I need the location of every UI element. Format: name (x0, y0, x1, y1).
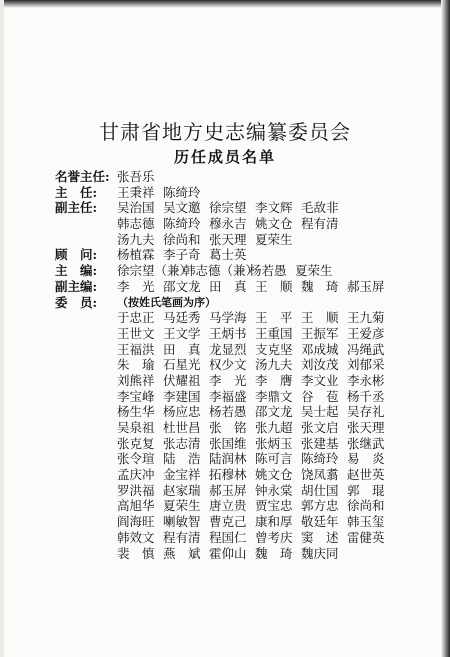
person-name: 程有清 (301, 216, 339, 232)
person-name: 杨植霖 (117, 247, 155, 263)
person-name: 张吾乐 (117, 169, 155, 184)
member-name: 王九菊 (347, 310, 385, 326)
member-name: 张文启 (301, 420, 339, 435)
role-label: 副主编: (55, 278, 98, 294)
person-name: 田 真 (209, 278, 247, 294)
member-name: 魏 琦 (255, 545, 293, 561)
member-name: 李 膺 (255, 372, 293, 388)
member-row (55, 436, 445, 452)
person-name: 韩志德（兼） (183, 263, 259, 279)
member-name: 权少文 (209, 357, 247, 373)
role-label (55, 216, 117, 232)
person-name: 毛敌非 (301, 200, 339, 216)
order-note: （按姓氏笔画为序） (117, 295, 216, 309)
role-label: 委 员: (55, 294, 98, 310)
member-name: 张克复 (117, 435, 155, 451)
role-label: 主 任: (55, 184, 98, 200)
member-name: 夏荣生 (163, 498, 201, 514)
member-name: 刘熊祥 (117, 372, 155, 388)
member-name: 王炳书 (209, 325, 247, 341)
scan-left-edge (0, 0, 4, 657)
roster-roles (55, 169, 445, 310)
name-line (117, 169, 163, 185)
member-name: 杨生华 (117, 404, 155, 420)
member-name: 李文业 (301, 372, 339, 388)
member-name: 雷健英 (347, 529, 385, 545)
role-label: 顾 问: (55, 247, 98, 263)
member-name: 王 平 (255, 310, 293, 326)
role-label (55, 232, 117, 248)
member-name: 郭 琨 (347, 482, 385, 498)
roster-row (55, 200, 445, 216)
person-name: 李文辉 (255, 200, 293, 216)
member-row (55, 357, 445, 373)
member-name: 陈绮玲 (301, 451, 339, 467)
person-name: 葛士英 (209, 247, 247, 263)
name-line (117, 247, 255, 263)
name-line (117, 200, 347, 216)
scan-top-edge (0, 0, 450, 8)
member-name: 邵文龙 (255, 404, 293, 420)
member-name: 敬廷年 (301, 514, 339, 530)
member-name: 杨千丞 (347, 388, 385, 404)
page-subtitle: 历任成员名单 (173, 148, 276, 166)
roster-row (55, 169, 445, 185)
person-name: 穆永吉 (209, 216, 247, 232)
person-name: 邵文龙 (163, 278, 201, 294)
member-name: 马廷秀 (163, 310, 201, 326)
member-name: 魏庆同 (301, 545, 339, 561)
member-name: 吴泉祖 (117, 420, 155, 435)
member-name: 李宝峰 (117, 388, 155, 404)
member-name: 曹克己 (209, 514, 247, 530)
role-label: 名誉主任: (55, 169, 110, 184)
member-name: 韩效文 (117, 529, 155, 545)
member-name: 田 真 (163, 341, 201, 357)
member-row (55, 326, 445, 342)
member-name: 王 顺 (301, 310, 339, 326)
member-name: 喇敏智 (163, 514, 201, 530)
member-name: 姚文仓 (255, 467, 293, 483)
member-name: 陆润林 (209, 451, 247, 467)
person-name: 杨若愚 (249, 263, 287, 279)
name-line (117, 185, 209, 201)
member-name: 王振军 (301, 325, 339, 341)
member-name: 冯绳武 (347, 341, 385, 357)
member-name: 张 铭 (209, 420, 247, 435)
member-name: 张天理 (347, 420, 385, 435)
member-name: 刘汝茂 (301, 357, 339, 373)
name-line (117, 216, 347, 232)
member-row (55, 530, 445, 546)
role-label: 副主任: (55, 200, 98, 216)
member-name: 赵家瑞 (163, 482, 201, 498)
member-name: 窦 述 (301, 529, 339, 545)
member-name: 韩玉玺 (347, 514, 385, 530)
member-name: 汤九夫 (255, 357, 293, 373)
name-line (117, 279, 393, 295)
roster-row (55, 232, 445, 248)
member-name: 李建国 (163, 388, 201, 404)
member-name: 王福洪 (117, 341, 155, 357)
member-row (55, 546, 445, 562)
member-row (55, 404, 445, 420)
person-name: 韩志德 (117, 216, 155, 232)
person-name: 夏荣生 (255, 231, 293, 247)
member-name: 钟永棠 (255, 482, 293, 498)
member-name: 李福盛 (209, 388, 247, 404)
member-name: 杜世昌 (163, 420, 201, 435)
member-name: 燕 斌 (163, 545, 201, 561)
member-name: 胡仕国 (301, 482, 339, 498)
member-name: 张国维 (209, 435, 247, 451)
name-line (117, 263, 341, 279)
member-name: 石星光 (163, 357, 201, 373)
person-name: 徐宗望 (209, 200, 247, 216)
person-name: 吴治国 (117, 200, 155, 216)
member-name: 陈可言 (255, 451, 293, 467)
member-name: 李鼎文 (255, 388, 293, 404)
member-name: 支克坚 (255, 341, 293, 357)
member-name: 吴存礼 (347, 404, 385, 420)
member-name: 罗洪福 (117, 482, 155, 498)
member-name: 曾考庆 (255, 529, 293, 545)
person-name: 魏 琦 (301, 278, 339, 294)
member-name: 马学海 (209, 310, 247, 326)
person-name: 王 顺 (255, 278, 293, 294)
member-row (55, 514, 445, 530)
member-name: 徐尚和 (347, 498, 385, 514)
member-name: 裴 慎 (117, 545, 155, 561)
person-name: 郝玉屏 (347, 278, 385, 294)
member-name: 赵世英 (347, 467, 385, 483)
member-name: 王文学 (163, 325, 201, 341)
member-name: 孟庆冲 (117, 467, 155, 483)
person-name: 陈绮玲 (163, 184, 201, 200)
member-name: 霍仰山 (209, 545, 247, 561)
person-name: 徐宗望（兼） (117, 263, 193, 279)
member-name: 唐立贵 (209, 498, 247, 514)
member-name: 张志清 (163, 435, 201, 451)
person-name: 姚文仓 (255, 216, 293, 232)
person-name: 吴文邀 (163, 200, 201, 216)
member-name: 张继武 (347, 435, 385, 451)
member-name: 高旭华 (117, 498, 155, 514)
member-name: 杨应忠 (163, 404, 201, 420)
roster-row (55, 247, 445, 263)
member-name: 张建基 (301, 435, 339, 451)
member-name: 金宝祥 (163, 467, 201, 483)
member-name: 程国仁 (209, 529, 247, 545)
name-line (117, 295, 216, 311)
member-name: 朱 瑜 (117, 357, 155, 373)
member-name: 张炳玉 (255, 435, 293, 451)
member-name: 邓成城 (301, 341, 339, 357)
person-name: 李子奇 (163, 247, 201, 263)
member-row (55, 483, 445, 499)
member-row (55, 467, 445, 483)
member-row (55, 310, 445, 326)
person-name: 徐尚和 (163, 231, 201, 247)
roster-row (55, 216, 445, 232)
member-name: 杨若愚 (209, 404, 247, 420)
person-name: 李 光 (117, 278, 155, 294)
roster-row (55, 185, 445, 201)
member-name: 饶凤翥 (301, 467, 339, 483)
member-name: 李 光 (209, 372, 247, 388)
person-name: 夏荣生 (295, 263, 333, 279)
member-name: 阎海旺 (117, 514, 155, 530)
name-line (117, 232, 301, 248)
member-name: 于忠正 (117, 310, 155, 326)
member-name: 王世文 (117, 325, 155, 341)
member-name: 李永彬 (347, 372, 385, 388)
roster-row (55, 263, 445, 279)
member-row (55, 389, 445, 405)
member-name: 王爱彦 (347, 325, 385, 341)
member-name: 伏耀祖 (163, 372, 201, 388)
member-name: 陆 浩 (163, 451, 201, 467)
member-grid (55, 310, 445, 561)
member-name: 刘郁采 (347, 357, 385, 373)
member-row (55, 498, 445, 514)
member-name: 康和厚 (255, 514, 293, 530)
member-name: 拓穆林 (209, 467, 247, 483)
member-name: 谷 苞 (301, 388, 339, 404)
member-name: 程有清 (163, 529, 201, 545)
person-name: 张天理 (209, 231, 247, 247)
member-name: 王重国 (255, 325, 293, 341)
person-name: 汤九夫 (117, 231, 155, 247)
member-name: 张九超 (255, 420, 293, 435)
member-name: 张令瑄 (117, 451, 155, 467)
member-name: 易 炎 (347, 451, 385, 467)
member-name: 郝玉屏 (209, 482, 247, 498)
person-name: 王秉祥 (117, 184, 155, 200)
roster-row (55, 279, 445, 295)
member-name: 吴士起 (301, 404, 339, 420)
person-name: 陈绮玲 (163, 216, 201, 232)
member-row (55, 342, 445, 358)
member-name: 郭方忠 (301, 498, 339, 514)
role-label: 主 编: (55, 263, 98, 279)
page-title: 甘肃省地方史志编纂委员会 (99, 120, 351, 144)
roster (55, 169, 445, 561)
member-name: 龙显烈 (209, 341, 247, 357)
member-row (55, 451, 445, 467)
member-name: 贾宝忠 (255, 498, 293, 514)
member-row (55, 373, 445, 389)
roster-row (55, 295, 445, 311)
member-row (55, 420, 445, 436)
